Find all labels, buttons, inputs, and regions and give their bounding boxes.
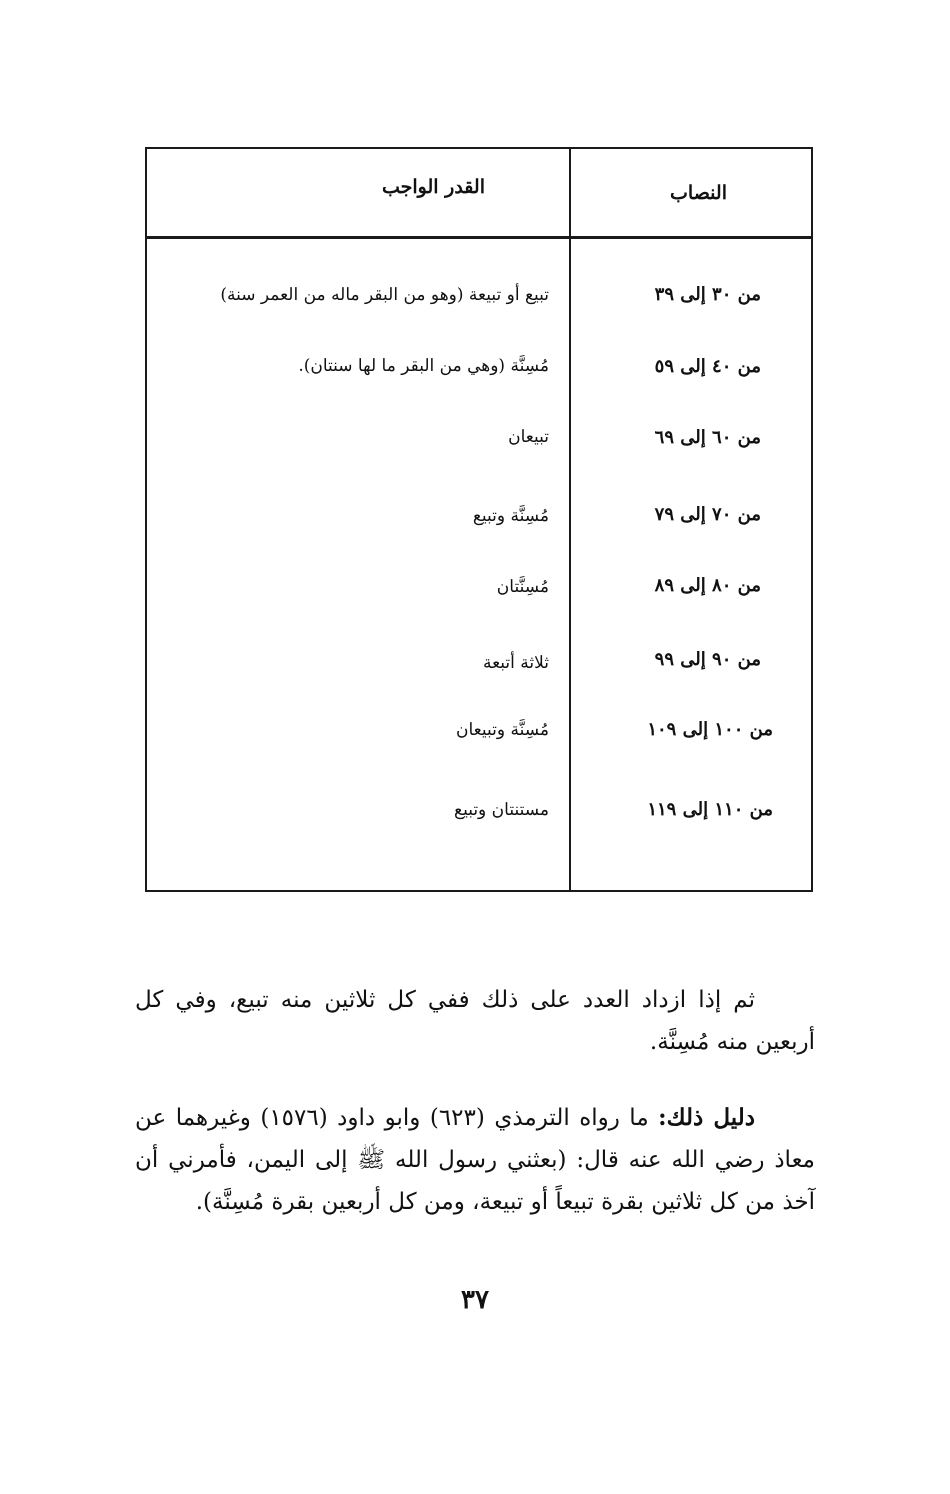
evidence-paragraph (135, 1097, 815, 1223)
header-amount: القدر الواجب (381, 176, 485, 198)
table-row-amount: مُسِنَّة (وهي من البقر ما لها سنتان). (298, 356, 549, 376)
table-row-amount: مُسِنَّة وتبيع (472, 506, 549, 526)
table-row-nisab: من ٣٠ إلى ٣٩ (654, 284, 761, 305)
table-row-amount: مستنتان وتبيع (454, 800, 549, 820)
table-row-amount: تبيع أو تبيعة (وهو من البقر ماله من العمر سنة) (220, 285, 549, 305)
zakat-table (145, 147, 813, 892)
table-row-nisab: من ٨٠ إلى ٨٩ (654, 575, 761, 596)
evidence-body: ما رواه الترمذي (٦٢٣) وابو داود (١٥٧٦) وغيرهما عن معاذ رضي الله عنه قال: (بعثني رسول الله ﷺ إلى اليمن، فأمرني أن آخذ من كل ثلاثين بقرة تبيعاً أو تبيعة، ومن كل أربعين بقرة مُسِنَّة). (135, 1105, 815, 1215)
table-row-amount: ثلاثة أتبعة (482, 653, 549, 673)
table-row-nisab: من ٦٠ إلى ٦٩ (654, 427, 761, 448)
table-row-amount: مُسِنَّتان (496, 577, 549, 597)
paragraph: ثم إذا ازداد العدد على ذلك ففي كل ثلاثين منه تبيع، وفي كل أربعين منه مُسِنَّة. (135, 987, 815, 1055)
table-row-nisab: من ٩٠ إلى ٩٩ (654, 649, 761, 670)
table-row-nisab: من ٧٠ إلى ٧٩ (654, 504, 761, 525)
table-row-amount: مُسِنَّة وتبيعان (456, 720, 549, 740)
column-divider (569, 149, 571, 890)
header-nisab: النصاب (670, 182, 727, 204)
table-row-nisab: من ١١٠ إلى ١١٩ (647, 799, 773, 820)
table-row-amount: تبيعان (508, 427, 549, 447)
table-row-nisab: من ٤٠ إلى ٥٩ (654, 356, 761, 377)
header-divider (147, 236, 811, 239)
evidence-lead: دليل ذلك: (658, 1104, 755, 1131)
page-number: ٣٧ (461, 1285, 489, 1315)
table-row-nisab: من ١٠٠ إلى ١٠٩ (647, 719, 773, 740)
